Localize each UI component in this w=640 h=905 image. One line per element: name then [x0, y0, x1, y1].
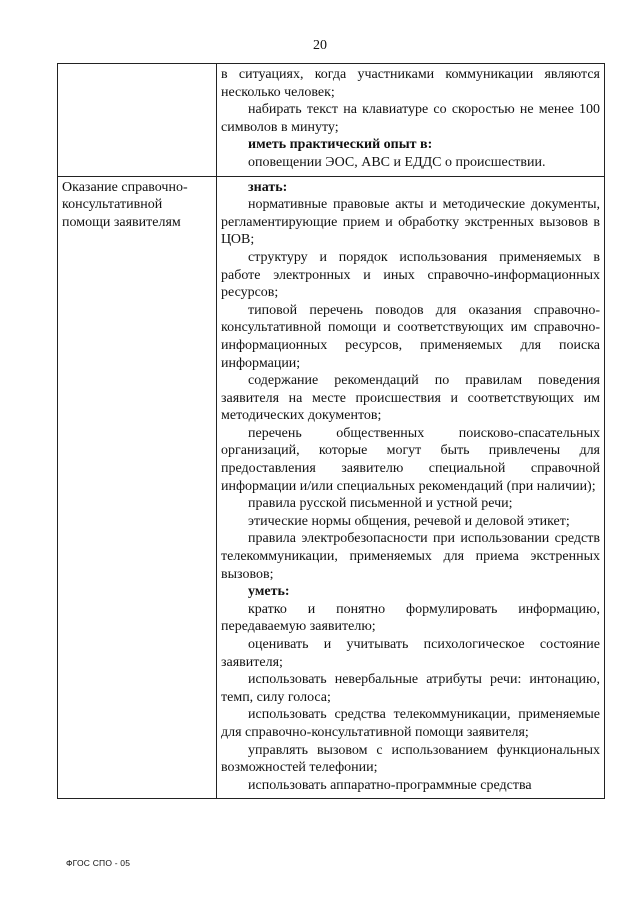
competency-table	[57, 63, 605, 799]
requirement-item: содержание рекомендаций по правилам поведения заявителя на месте происшествия и соответствующих им методических документов;	[221, 373, 600, 424]
requirement-item: кратко и понятно формулировать информацию, передаваемую заявителю;	[221, 601, 600, 635]
requirements-cell	[217, 64, 605, 177]
requirement-item: оповещении ЭОС, АВС и ЕДДС о происшествии.	[248, 154, 546, 170]
requirement-item: правила электробезопасности при использовании средств телекоммуникации, применяемых для приема экстренных вызовов;	[221, 531, 600, 582]
requirement-item: нормативные правовые акты и методические документы, регламентирующие прием и обработку экстренных вызовов в ЦОВ;	[221, 197, 600, 248]
requirement-item: этические нормы общения, речевой и деловой этикет;	[248, 513, 570, 529]
section-heading: знать:	[248, 179, 288, 195]
requirement-item: управлять вызовом с использованием функциональных возможностей телефонии;	[221, 742, 600, 776]
footer-code: ФГОС СПО - 05	[66, 858, 131, 868]
requirement-item: оценивать и учитывать психологическое состояние заявителя;	[221, 637, 600, 670]
requirement-item: использовать средства телекоммуникации, применяемые для справочно-консультативной помощи заявителя;	[221, 707, 600, 740]
function-cell	[58, 64, 217, 177]
section-heading: уметь:	[248, 584, 290, 600]
requirements-cell	[217, 176, 605, 799]
requirement-item: типовой перечень поводов для оказания справочно-консультативной помощи и соответствующих им справочно-информационных ресурсов, применяемых для поиска информации;	[221, 302, 600, 371]
requirement-item: в ситуациях, когда участниками коммуникации являются несколько человек;	[221, 67, 600, 100]
competency-table-body	[58, 64, 605, 799]
requirement-item: правила русской письменной и устной речи;	[248, 496, 513, 512]
function-cell: Оказание справочно-консультативной помощи заявителям	[58, 176, 217, 799]
section-heading: иметь практический опыт в:	[248, 137, 433, 153]
requirement-item: использовать невербальные атрибуты речи: интонацию, темп, силу голоса;	[221, 672, 600, 705]
page-number: 20	[313, 38, 327, 53]
table-row	[58, 64, 605, 177]
requirement-item: перечень общественных поисково-спасательных организаций, которые могут быть привлечены для предоставления заявителю специальной справочной информации и/или специальных рекомендаций (при наличии);	[221, 425, 600, 494]
table-row	[58, 176, 605, 799]
requirement-item: структуру и порядок использования применяемых в работе электронных и иных справочно-информационных ресурсов;	[221, 249, 600, 301]
requirement-item: набирать текст на клавиатуре со скоростью не менее 100 символов в минуту;	[221, 102, 600, 135]
requirement-item: использовать аппаратно-программные средства	[248, 777, 532, 793]
